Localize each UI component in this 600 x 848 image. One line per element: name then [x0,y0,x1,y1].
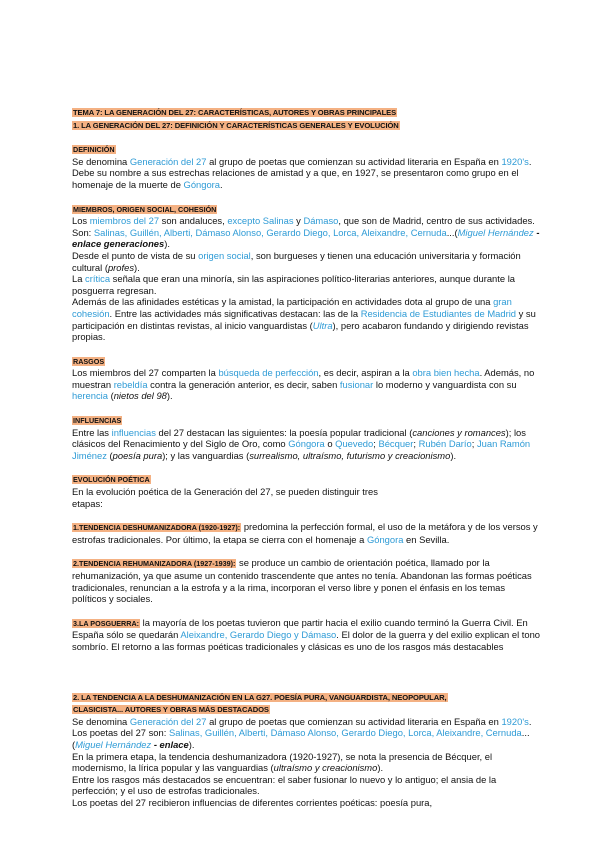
evolucion-heading: EVOLUCIÓN POÉTICA [73,475,150,485]
influencias-section [72,414,542,461]
definicion-text: Se denomina Generación del 27 al grupo de poetas que comienzan su actividad literaria en España en 1920's. Debe su nombre a sus estrechas relaciones de amistad y a que, en 1927, se presentaron como grupo en el homenaje de la muerte de Góngora. [72,155,532,190]
evolucion-intro-2: etapas: [72,497,103,509]
evolucion-section [72,473,542,652]
miembros-text-2: Desde el punto de vista de su origen social, son burgueses y tienen una educación universitaria y formación cultural (profes). [72,249,521,273]
miembros-text-3: La crítica señala que eran una minoría, sin las aspiraciones político-literarias anteriores, aunque durante la posguerra regresan. [72,273,515,296]
influencias-heading: INFLUENCIAS [73,416,122,426]
miembros-text-4: Además de las afinidades estéticas y la amistad, la participación en actividades dota al grupo de una gran cohesión. Entre las actividades más significativas destacan: las de la Residencia de Estudiantes de Madrid y su participación en distintas revistas, al inicio vanguardistas (Ultra), pero acabaron fundando y dirigiendo revistas propias. [72,296,536,343]
rasgos-text: Los miembros del 27 comparten la búsqueda de perfección, es decir, aspiran a la obra bien hecha. Además, no muestran rebeldía contra la generación anterior, es decir, saben fusionar lo moderno y vanguardista con su herencia (nietos del 98). [72,367,535,402]
etapa-1: 1.TENDENCIA DESHUMANIZADORA (1920-1927): predomina la perfección formal, el uso de la metáfora y de los versos y estrofas tradicionales. Por último, la etapa se cierra con el homenaje a Góngora en Sevilla. [72,521,538,545]
definicion-section [72,143,542,190]
miembros-section [72,203,542,343]
etapa-3: 3.LA POSGUERRA: la mayoría de los poetas tuvieron que partir hacia el exilio cuando terminó la Guerra Civil. En España sólo se quedarán Aleixandre, Gerardo Diego y Dámaso. El dolor de la guerra y del exilio explican el tono sombrío. El retorno a las formas poéticas tradicionales y clásicas es uno de los rasgos más destacables [72,616,540,652]
rasgos-heading: RASGOS [73,356,105,366]
section-2-title-1: 2. LA TENDENCIA A LA DESHUMANIZACIÓN EN LA G27. POESÍA PURA, VANGUARDISTA, NEOPOPULAR, [73,692,447,702]
title-section-1: 1. LA GENERACIÓN DEL 27: DEFINICIÓN Y CARACTERÍSTICAS GENERALES Y EVOLUCIÓN [73,120,399,130]
section-2-title-2: CLASICISTA... AUTORES Y OBRAS MÁS DESTACADOS [73,705,269,715]
section-2-text-2: En la primera etapa, la tendencia deshumanizadora (1920-1927), se nota la presencia de Bécquer, el modernismo, la lírica popular y las vanguardias (ultraísmo y creacionismo). [72,750,493,774]
section-2-text-4: Los poetas del 27 recibieron influencias de diferentes corrientes poéticas: poesía pura, [72,796,433,808]
definicion-heading: DEFINICIÓN [73,145,115,155]
miembros-heading: MIEMBROS, ORIGEN SOCIAL, COHESIÓN [73,204,217,214]
influencias-text: Entre las influencias del 27 destacan las siguientes: la poesía popular tradicional (canciones y romances); los clásicos del Renacimiento y del Siglo de Oro, como Góngora o Quevedo; Bécquer; Rubén Darío; Juan Ramón Jiménez (poesía pura); y las vanguardias (surrealismo, ultraísmo, futurismo y creacionismo). [72,426,531,461]
miembros-text-1: Los miembros del 27 son andaluces, excepto Salinas y Dámaso, que son de Madrid, centro de sus actividades. Son: Salinas, Guillén, Alberti, Dámaso Alonso, Gerardo Diego, Lorca, Aleixandre, Cernuda...(Miguel Hernández - enlace generaciones). [72,215,540,250]
section-2-text-3: Entre los rasgos más destacados se encuentran: el saber fusionar lo nuevo y lo antiguo; el ansia de la perfección; y el uso de estrofas tradicionales. [72,773,497,797]
evolucion-intro-1: En la evolución poética de la Generación del 27, se pueden distinguir tres [72,486,378,498]
etapa-2: 2.TENDENCIA REHUMANIZADORA (1927-1939): se produce un cambio de orientación poética, llamado por la rehumanización, ya que asume un contenido trascendente que antes no tenía. Abandonan las formas poéticas tradicionales, renuncian a la estrofa y a la rima, incorporan el verso libre y ponen el énfasis en los temas políticos y sociales. [72,557,532,605]
section-2 [72,691,542,809]
title-main: TEMA 7: LA GENERACIÓN DEL 27: CARACTERÍSTICAS, AUTORES Y OBRAS PRINCIPALES [73,108,397,117]
document-page [72,106,542,809]
rasgos-section [72,355,542,402]
section-2-text-1: Se denomina Generación del 27 al grupo de poetas que comienzan su actividad literaria en España en 1920's. Los poetas del 27 son: Salinas, Guillén, Alberti, Dámaso Alonso, Gerardo Diego, Lorca, Aleixandre, Cernuda...(Miguel Hernández - enlace). [72,715,532,750]
